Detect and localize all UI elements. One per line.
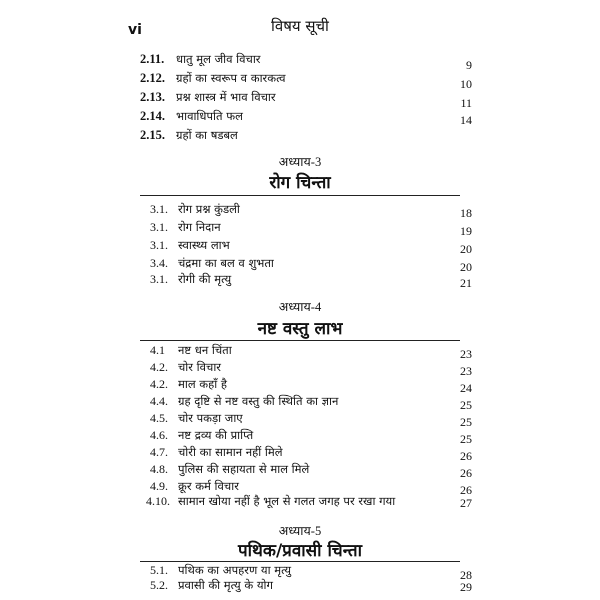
entry-page: 28 xyxy=(460,568,472,582)
entry-title: रोग निदान xyxy=(178,220,221,234)
entry-page: 9 xyxy=(466,58,472,72)
entry-number: 4.8. xyxy=(150,462,168,476)
entry-number: 4.2. xyxy=(150,377,168,391)
chapter-divider xyxy=(140,195,460,196)
entry-page: 20 xyxy=(460,242,472,256)
toc-entry xyxy=(0,238,600,258)
entry-title: माल कहाँ है xyxy=(178,377,227,391)
entry-number: 4.2. xyxy=(150,360,168,374)
entry-title: चंद्रमा का बल व शुभता xyxy=(178,256,274,270)
toc-entry xyxy=(0,272,600,292)
entry-number: 2.12. xyxy=(140,71,165,85)
entry-title: रोग प्रश्न कुंडली xyxy=(178,202,240,216)
entry-page: 14 xyxy=(460,113,472,127)
page-title: विषय सूची xyxy=(271,17,329,35)
chapter-label: अध्याय-3 xyxy=(278,155,322,169)
entry-number: 4.7. xyxy=(150,445,168,459)
toc-entry xyxy=(0,220,600,240)
entry-title: प्रवासी की मृत्यु के योग xyxy=(178,578,273,592)
chapter-divider xyxy=(140,340,460,341)
chapter-title: रोग चिन्ता xyxy=(269,173,331,193)
entry-page: 27 xyxy=(460,496,472,510)
entry-page: 11 xyxy=(460,96,472,110)
entry-page: 26 xyxy=(460,449,472,463)
entry-number: 4.5. xyxy=(150,411,168,425)
entry-page: 19 xyxy=(460,224,472,238)
entry-number: 2.13. xyxy=(140,90,165,104)
entry-title: चोर पकड़ा जाए xyxy=(178,411,243,425)
entry-title: सामान खोया नहीं है भूल से गलत जगह पर रखा गया xyxy=(178,494,396,508)
entry-page: 10 xyxy=(460,77,472,91)
entry-title: नष्ट धन चिंता xyxy=(178,343,232,357)
chapter-label: अध्याय-5 xyxy=(278,524,322,538)
entry-page: 25 xyxy=(460,415,472,429)
entry-page: 25 xyxy=(460,432,472,446)
entry-title: नष्ट द्रव्य की प्राप्ति xyxy=(178,428,254,442)
entry-number: 5.2. xyxy=(150,578,168,592)
entry-page: 23 xyxy=(460,347,472,361)
entry-number: 4.6. xyxy=(150,428,168,442)
entry-number: 2.14. xyxy=(140,109,165,123)
toc-entry xyxy=(0,52,600,72)
entry-title: पथिक का अपहरण या मृत्यु xyxy=(178,563,292,577)
entry-page: 24 xyxy=(460,381,472,395)
entry-page: 26 xyxy=(460,466,472,480)
toc-entry xyxy=(0,90,600,110)
entry-number: 3.4. xyxy=(150,256,168,270)
entry-title: ग्रहों का षडबल xyxy=(176,128,238,142)
entry-number: 3.1. xyxy=(150,238,168,252)
entry-title: क्रूर कर्म विचार xyxy=(178,479,239,493)
entry-number: 4.10. xyxy=(146,494,170,508)
entry-number: 4.9. xyxy=(150,479,168,493)
toc-entry xyxy=(0,578,600,598)
entry-page: 26 xyxy=(460,483,472,497)
entry-title: चोरी का सामान नहीं मिले xyxy=(178,445,283,459)
entry-title: धातु मूल जीव विचार xyxy=(176,52,261,66)
entry-number: 3.1. xyxy=(150,272,168,286)
toc-entry xyxy=(0,202,600,222)
entry-page: 25 xyxy=(460,398,472,412)
entry-title: पुलिस की सहायता से माल मिले xyxy=(178,462,310,476)
entry-title: प्रश्न शास्त्र में भाव विचार xyxy=(176,90,276,104)
entry-page: 21 xyxy=(460,276,472,290)
entry-title: स्वास्थ्य लाभ xyxy=(178,238,230,252)
entry-title: चोर विचार xyxy=(178,360,221,374)
entry-number: 2.15. xyxy=(140,128,165,142)
page-number: vi xyxy=(128,22,142,38)
entry-title: भावाधिपति फल xyxy=(176,109,243,123)
entry-number: 4.1 xyxy=(150,343,165,357)
entry-page: 23 xyxy=(460,364,472,378)
toc-entry xyxy=(0,128,600,148)
entry-number: 2.11. xyxy=(140,52,165,66)
entry-number: 3.1. xyxy=(150,202,168,216)
entry-title: ग्रह दृष्टि से नष्ट वस्तु की स्थिति का ज्ञान xyxy=(178,394,339,408)
toc-entry xyxy=(0,494,600,514)
chapter-title: पथिक/प्रवासी चिन्ता xyxy=(237,541,363,561)
chapter-label: अध्याय-4 xyxy=(278,300,322,314)
entry-title: ग्रहों का स्वरूप व कारकत्व xyxy=(176,71,286,85)
chapter-divider xyxy=(140,561,460,562)
toc-entry xyxy=(0,71,600,91)
entry-number: 3.1. xyxy=(150,220,168,234)
entry-page: 20 xyxy=(460,260,472,274)
entry-number: 4.4. xyxy=(150,394,168,408)
entry-number: 5.1. xyxy=(150,563,168,577)
chapter-title: नष्ट वस्तु लाभ xyxy=(257,319,343,339)
toc-entry xyxy=(0,109,600,129)
entry-title: रोगी की मृत्यु xyxy=(178,272,232,286)
entry-page: 18 xyxy=(460,206,472,220)
entry-page: 29 xyxy=(460,580,472,594)
